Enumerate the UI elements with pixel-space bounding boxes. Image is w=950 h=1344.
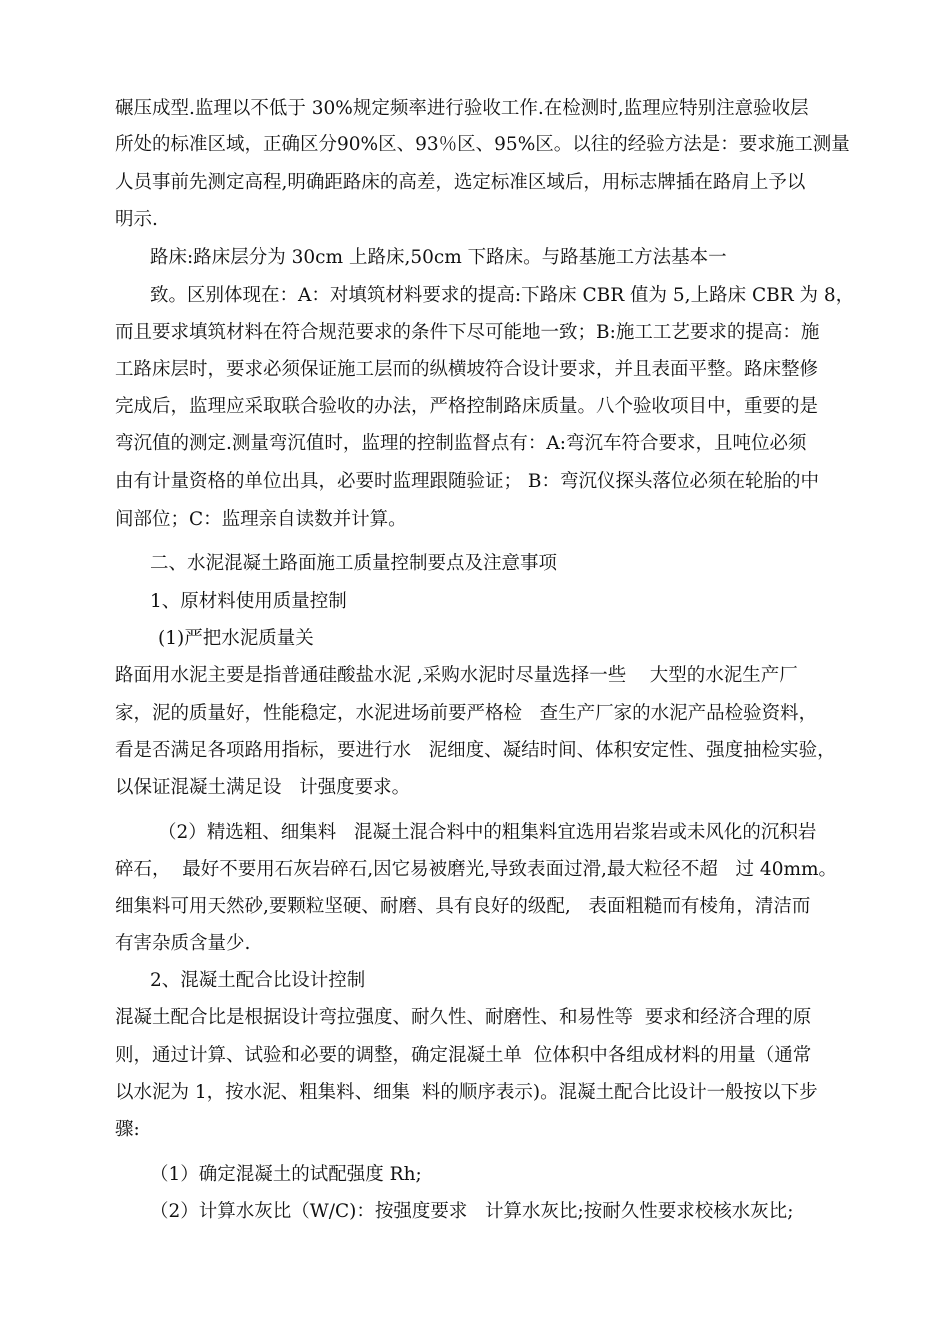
subsection-heading: 2、混凝土配合比设计控制 [150,970,366,991]
text-line: 工路床层时，要求必须保证施工层而的纵横坡符合设计要求，并且表面平整。路床整修 [115,359,819,380]
list-item: （1）确定混凝土的试配强度 Rh; [150,1164,422,1185]
text-line: 看是否满足各项路用指标，要进行水 泥细度、凝结时间、体积安定性、强度抽检实验， [115,740,836,761]
text-line: 混凝土配合比是根据设计弯拉强度、耐久性、耐磨性、和易性等 要求和经济合理的原 [115,1007,812,1028]
text-line: 细集料可用天然砂,要颗粒坚硬、耐磨、具有良好的级配, 表面粗糙而有棱角，清洁而 [115,896,811,917]
text-line: 家，泥的质量好，性能稳定，水泥进场前要严格检 查生产厂家的水泥产品检验资料， [115,703,818,724]
text-line: 路床:路床层分为 30cm 上路床,50cm 下路床。与路基施工方法基本一 [150,247,727,268]
text-line: 明示. [115,209,158,230]
text-line: 以水泥为 1，按水泥、粗集料、细集 料的顺序表示)。混凝土配合比设计一般按以下步 [115,1082,818,1103]
text-line: 弯沉值的测定.测量弯沉值时，监理的控制监督点有：A:弯沉车符合要求，且吨位必须 [115,433,807,454]
text-line: 碎石， 最好不要用石灰岩碎石,因它易被磨光,导致表面过滑,最大粒径不超 过 40mm。 [115,859,838,880]
text-line: （2）精选粗、细集料 混凝土混合料中的粗集料宜选用岩浆岩或未风化的沉积岩 [158,822,817,843]
text-line: 路面用水泥主要是指普通硅酸盐水泥 ,采购水泥时尽量选择一些 大型的水泥生产厂 [115,665,798,686]
subsection-heading: (1)严把水泥质量关 [158,628,314,649]
text-line: 所处的标准区域，正确区分90%区、93％区、95%区。以往的经验方法是：要求施工测量 [115,134,850,155]
subsection-heading: 1、原材料使用质量控制 [150,591,347,612]
text-line: 致。区别体现在：A：对填筑材料要求的提高:下路床 CBR 值为 5,上路床 CBR 为 8， [150,285,855,306]
text-line: 骤: [115,1119,140,1140]
text-line: 以保证混凝土满足设 计强度要求。 [115,777,411,798]
text-line: 人员事前先测定高程,明确距路床的高差，选定标准区域后，用标志牌插在路肩上予以 [115,172,806,193]
text-line: 间部位；C：监理亲自读数并计算。 [115,509,407,530]
text-line: 有害杂质含量少. [115,933,251,954]
text-line: 则，通过计算、试验和必要的调整，确定混凝土单 位体积中各组成材料的用量（通常 [115,1045,812,1066]
text-line: 由有计量资格的单位出具，必要时监理跟随验证； B：弯沉仪探头落位必须在轮胎的中 [115,471,819,492]
text-line: 而且要求填筑材料在符合规范要求的条件下尽可能地一致；B:施工工艺要求的提高：施 [115,322,820,343]
section-heading: 二、水泥混凝土路面施工质量控制要点及注意事项 [150,553,558,574]
text-line: 完成后，监理应采取联合验收的办法，严格控制路床质量。八个验收项目中，重要的是 [115,396,819,417]
text-line: 碾压成型.监理以不低于 30%规定频率进行验收工作.在检测时,监理应特别注意验收层 [115,98,809,119]
list-item: （2）计算水灰比（W/C)：按强度要求 计算水灰比;按耐久性要求校核水灰比; [150,1201,794,1222]
